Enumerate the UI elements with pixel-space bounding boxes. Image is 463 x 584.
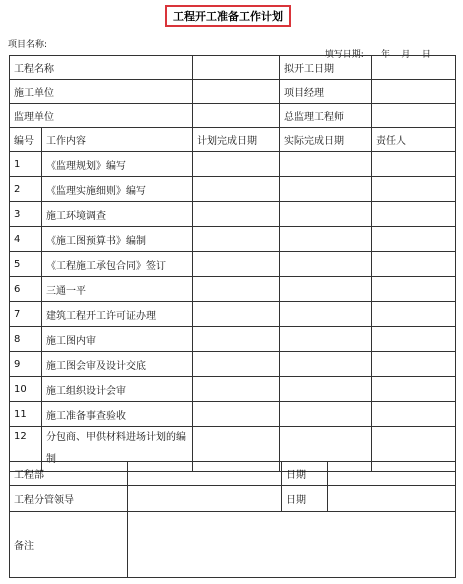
planned-date-cell[interactable] <box>193 152 280 177</box>
supervision-unit-cell: 监理单位 <box>10 104 193 128</box>
planned-date-cell[interactable] <box>193 302 280 327</box>
row-task: 施工图内审 <box>42 327 193 352</box>
planned-date-cell[interactable] <box>193 402 280 427</box>
column-header: 计划完成日期 <box>193 128 280 152</box>
row-task: 《工程施工承包合同》签订 <box>42 252 193 277</box>
table-row <box>10 152 456 177</box>
planned-date-cell[interactable] <box>193 377 280 402</box>
actual-date-cell[interactable] <box>280 152 372 177</box>
actual-date-cell[interactable] <box>280 377 372 402</box>
signature-table <box>9 461 456 578</box>
responsible-cell[interactable] <box>372 352 456 377</box>
planned-date-cell[interactable] <box>193 277 280 302</box>
remarks-value[interactable] <box>128 512 456 578</box>
responsible-cell[interactable] <box>372 202 456 227</box>
row-task: 建筑工程开工许可证办理 <box>42 302 193 327</box>
planned-date-cell[interactable] <box>193 202 280 227</box>
planned-start-value[interactable] <box>372 56 456 80</box>
table-row <box>10 352 456 377</box>
year-label: 年 <box>380 50 390 60</box>
planned-date-cell[interactable] <box>193 352 280 377</box>
row-number: 6 <box>10 277 42 302</box>
actual-date-cell[interactable] <box>280 202 372 227</box>
actual-date-cell[interactable] <box>280 177 372 202</box>
date-label: 日期 <box>282 486 328 512</box>
plan-table <box>9 55 456 472</box>
row-number: 11 <box>10 402 42 427</box>
table-row <box>10 277 456 302</box>
planned-date-cell[interactable] <box>193 177 280 202</box>
actual-date-cell[interactable] <box>280 252 372 277</box>
actual-date-cell[interactable] <box>280 227 372 252</box>
responsible-cell[interactable] <box>372 327 456 352</box>
table-row <box>10 202 456 227</box>
project-manager-value[interactable] <box>372 80 456 104</box>
actual-date-cell[interactable] <box>280 277 372 302</box>
date-value[interactable] <box>328 462 456 486</box>
table-row <box>10 302 456 327</box>
row-task: 分包商、甲供材料进场计划的编制 <box>42 427 193 472</box>
planned-date-cell[interactable] <box>193 252 280 277</box>
table-header-row <box>10 128 456 152</box>
column-header: 编号 <box>10 128 42 152</box>
actual-date-cell[interactable] <box>280 302 372 327</box>
construction-unit-cell: 施工单位 <box>10 80 193 104</box>
project-manager-cell: 项目经理 <box>280 80 372 104</box>
row-task: 《监理规划》编写 <box>42 152 193 177</box>
leader-cell: 工程分管领导 <box>10 486 128 512</box>
engineering-dept-value[interactable] <box>128 462 282 486</box>
column-header: 责任人 <box>372 128 456 152</box>
date-label: 日期 <box>282 462 328 486</box>
actual-date-cell[interactable] <box>280 327 372 352</box>
responsible-cell[interactable] <box>372 302 456 327</box>
row-number: 4 <box>10 227 42 252</box>
table-row <box>10 327 456 352</box>
chief-supervisor-value[interactable] <box>372 104 456 128</box>
chief-supervisor-cell: 总监理工程师 <box>280 104 372 128</box>
row-number: 12 <box>10 427 42 472</box>
table-row <box>10 252 456 277</box>
fill-date-label: 填写日期: <box>324 50 364 60</box>
construction-unit-value[interactable] <box>193 80 280 104</box>
responsible-cell[interactable] <box>372 227 456 252</box>
responsible-cell[interactable] <box>372 177 456 202</box>
column-header: 工作内容 <box>42 128 193 152</box>
supervision-unit-value[interactable] <box>193 104 280 128</box>
planned-date-cell[interactable] <box>193 327 280 352</box>
row-number: 1 <box>10 152 42 177</box>
responsible-cell[interactable] <box>372 277 456 302</box>
project-name-label: 项目名称: <box>8 40 48 50</box>
row-number: 10 <box>10 377 42 402</box>
row-number: 8 <box>10 327 42 352</box>
column-header: 实际完成日期 <box>280 128 372 152</box>
row-number: 3 <box>10 202 42 227</box>
actual-date-cell[interactable] <box>280 352 372 377</box>
leader-value[interactable] <box>128 486 282 512</box>
row-task: 《施工图预算书》编制 <box>42 227 193 252</box>
project-name-cell: 工程名称 <box>10 56 193 80</box>
table-row <box>10 377 456 402</box>
row-task: 施工组织设计会审 <box>42 377 193 402</box>
row-task: 施工准备事查验收 <box>42 402 193 427</box>
date-value[interactable] <box>328 486 456 512</box>
row-task: 三通一平 <box>42 277 193 302</box>
remarks-cell: 备注 <box>10 512 128 578</box>
responsible-cell[interactable] <box>372 252 456 277</box>
row-number: 5 <box>10 252 42 277</box>
table-row <box>10 227 456 252</box>
actual-date-cell[interactable] <box>280 402 372 427</box>
table-row <box>10 177 456 202</box>
month-label: 月 <box>401 50 411 60</box>
responsible-cell[interactable] <box>372 152 456 177</box>
planned-date-cell[interactable] <box>193 227 280 252</box>
row-number: 9 <box>10 352 42 377</box>
row-task: 施工环境调查 <box>42 202 193 227</box>
page-title: 工程开工准备工作计划 <box>165 5 291 27</box>
row-task: 施工图会审及设计交底 <box>42 352 193 377</box>
engineering-dept-cell: 工程部 <box>10 462 128 486</box>
responsible-cell[interactable] <box>372 402 456 427</box>
responsible-cell[interactable] <box>372 377 456 402</box>
row-number: 7 <box>10 302 42 327</box>
row-task: 《监理实施细则》编写 <box>42 177 193 202</box>
project-name-value[interactable] <box>193 56 280 80</box>
row-number: 2 <box>10 177 42 202</box>
table-row <box>10 402 456 427</box>
planned-start-cell: 拟开工日期 <box>280 56 372 80</box>
day-label: 日 <box>421 50 431 60</box>
